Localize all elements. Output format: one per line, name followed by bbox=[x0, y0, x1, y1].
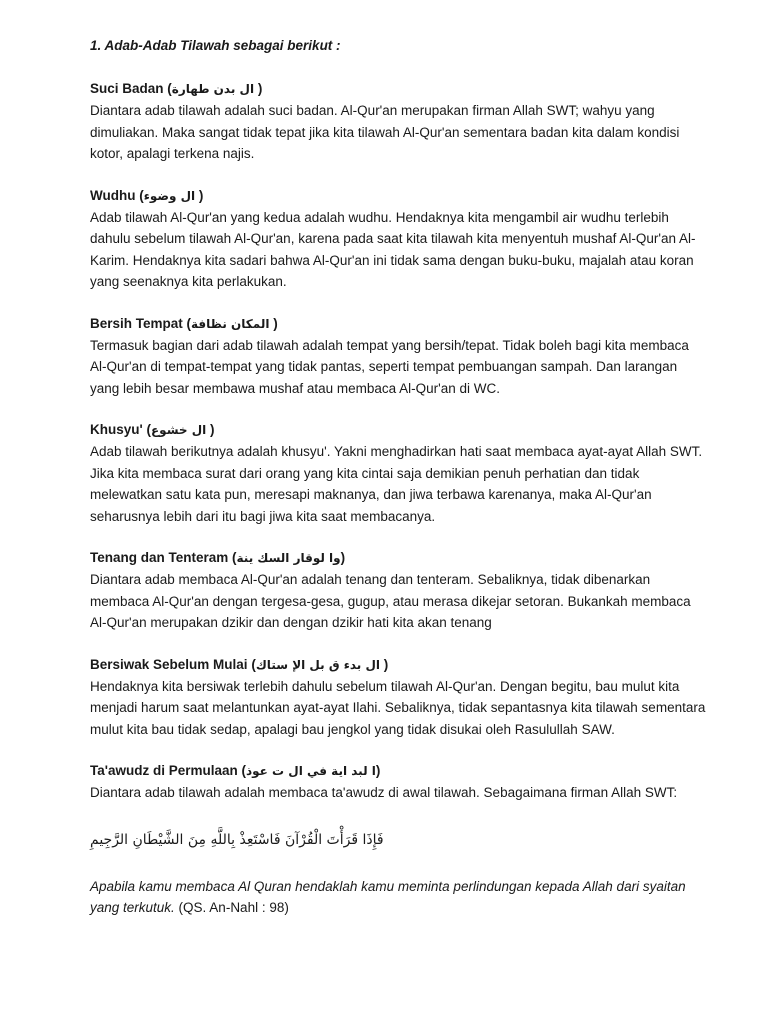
section-bersih-tempat bbox=[90, 313, 708, 400]
section-tenang-dan-tenteram bbox=[90, 547, 708, 634]
heading-label: Suci Badan bbox=[90, 81, 164, 96]
heading-arabic: وا لوقار السك ينة bbox=[236, 551, 341, 565]
heading-arabic: المكان نظافة bbox=[191, 316, 270, 331]
section-body: Hendaknya kita bersiwak terlebih dahulu sebelum tilawah Al-Qur'an. Dengan begitu, bau mulut kita menjadi harum saat melantunkan ayat-ayat Ilahi. Sebaliknya, tidak sepantasnya kita tilawah sementara mulut kita bau tidak sedap, apalagi bau jengkol yang tidak disukai oleh Rasulullah SAW. bbox=[90, 678, 706, 737]
heading-arabic: ال وضوء bbox=[143, 188, 196, 203]
section-wudhu bbox=[90, 185, 708, 293]
section-heading: Tenang dan Tenteram (وا لوقار السك ينة) bbox=[90, 550, 346, 565]
section-body: Diantara adab tilawah adalah suci badan. Al-Qur'an merupakan firman Allah SWT; wahyu yang dimuliakan. Maka sangat tidak tepat jika kita tilawah Al-Qur'an sementara badan kita dalam kondisi kotor, apalagi terkena najis. bbox=[90, 103, 680, 161]
heading-arabic: ال خشوع bbox=[150, 423, 207, 437]
heading-arabic: ال بدء ق بل الإ ستاك bbox=[255, 657, 380, 672]
heading-arabic: ا لبد اية في ال ت عوذ bbox=[246, 764, 376, 778]
section-heading: Wudhu (ال وضوء ) bbox=[90, 187, 204, 203]
heading-label: Wudhu bbox=[90, 187, 136, 203]
section-body: Adab tilawah berikutnya adalah khusyu'. Yakni menghadirkan hati saat membaca ayat-ayat Allah SWT. Jika kita membaca surat dari orang yang kita cintai saja demikian penuh perhatian dan tidak melewatkan satu kata pun, meresapi maknanya, dan jiwa terbawa karenanya, maka Al-Qur'an seharusnya lebih dari itu bagi jiwa kita saat membacanya. bbox=[90, 444, 703, 524]
heading-label: Bersiwak Sebelum Mulai bbox=[90, 656, 248, 672]
section-heading: Khusyu' (ال خشوع ) bbox=[90, 422, 215, 437]
section-heading: Ta'awudz di Permulaan (ا لبد اية في ال ت عوذ) bbox=[90, 763, 381, 778]
section-body: Diantara adab membaca Al-Qur'an adalah tenang dan tenteram. Sebaliknya, tidak dibenarkan membaca Al-Qur'an dengan tergesa-gesa, gugup, atau merasa dikejar setoran. Bukankah membaca Al-Qur'an merupakan dzikir dan dengan dzikir hati kita akan tenang bbox=[90, 572, 691, 630]
translation-text: Apabila kamu membaca Al Quran hendaklah kamu meminta perlindungan kepada Allah dari syaitan yang terkutuk. bbox=[90, 878, 686, 915]
section-suci-badan bbox=[90, 78, 708, 165]
heading-label: Khusyu' bbox=[90, 422, 143, 437]
section-body: Adab tilawah Al-Qur'an yang kedua adalah wudhu. Hendaknya kita mengambil air wudhu terlebih dahulu sebelum tilawah Al-Qur'an, karena pada saat kita tilawah kita menyentuh mushaf Al-Qur'an Al-Karim. Hendaknya kita sadari bahwa Al-Qur'an ini tidak sama dengan buku-buku, majalah atau koran yang seenaknya kita perlakukan. bbox=[90, 209, 696, 289]
heading-label: Ta'awudz di Permulaan bbox=[90, 763, 238, 778]
section-body: Termasuk bagian dari adab tilawah adalah tempat yang bersih/tepat. Tidak boleh bagi kita membaca Al-Qur'an di tempat-tempat yang tidak pantas, seperti tempat pembuangan sampah. Dan larangan yang lebih besar membawa mushaf atau membaca Al-Qur'an di WC. bbox=[90, 337, 689, 396]
section-taawudz-di-permulaan bbox=[90, 760, 708, 804]
verse-arabic: فَإِذَا قَرَأْتَ الْقُرْآنَ فَاسْتَعِذْ بِاللَّهِ مِنَ الشَّيْطَانِ الرَّجِيمِ bbox=[90, 831, 384, 848]
heading-label: Tenang dan Tenteram bbox=[90, 550, 229, 565]
section-heading: Suci Badan (ال بدن طهارة ) bbox=[90, 81, 263, 96]
translation-reference: (QS. An-Nahl : 98) bbox=[174, 900, 289, 915]
heading-arabic: ال بدن طهارة bbox=[171, 82, 255, 96]
section-bersiwak-sebelum-mulai bbox=[90, 654, 708, 741]
heading-label: Bersih Tempat bbox=[90, 315, 183, 331]
section-body: Diantara adab tilawah adalah membaca ta'awudz di awal tilawah. Sebagaimana firman Allah SWT: bbox=[90, 785, 678, 800]
section-heading: Bersih Tempat (المكان نظافة ) bbox=[90, 315, 278, 331]
verse-translation bbox=[90, 876, 708, 919]
document-title: 1. Adab-Adab Tilawah sebagai berikut : bbox=[90, 38, 341, 53]
section-heading: Bersiwak Sebelum Mulai (ال بدء ق بل الإ ستاك ) bbox=[90, 656, 389, 672]
section-khusyu bbox=[90, 419, 708, 527]
quran-verse bbox=[90, 828, 708, 852]
